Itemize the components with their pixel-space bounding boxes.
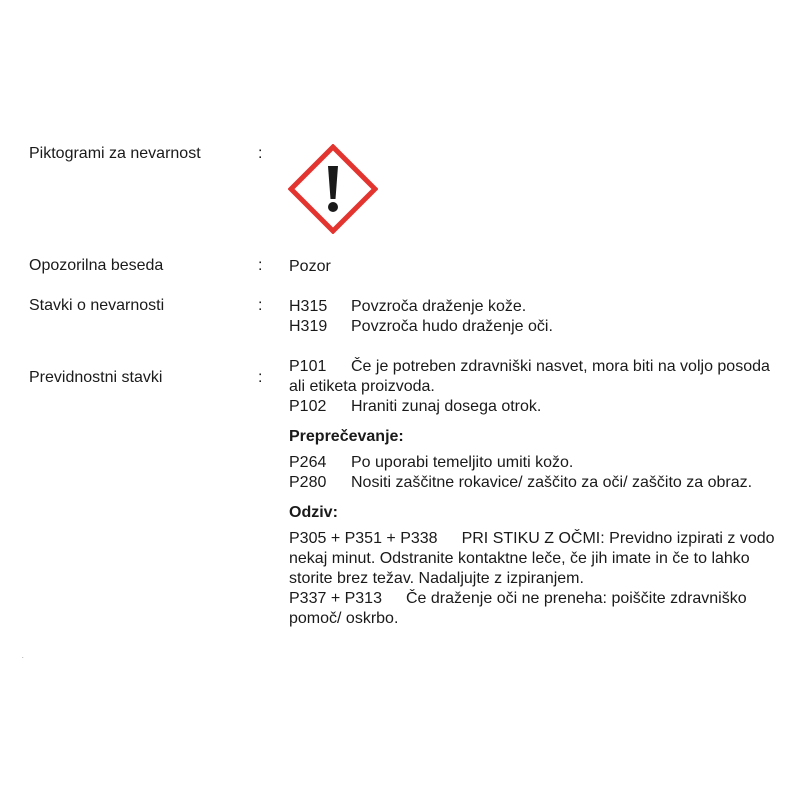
hazard-statements	[289, 297, 789, 337]
hazard-statement	[289, 317, 789, 337]
precaution-statements	[289, 357, 789, 629]
statement-text: PRI STIKU Z OČMI: Previdno izpirati z vodo nekaj minut. Odstranite kontaktne leče, če jih imate in če to lahko storite brez težav. Nadaljujte z izpiranjem.	[289, 530, 775, 587]
statement-text: Povzroča hudo draženje oči.	[351, 318, 553, 335]
statement-text: Hraniti zunaj dosega otrok.	[351, 398, 542, 415]
stray-mark: .	[22, 654, 24, 660]
signal-word-value: Pozor	[289, 258, 331, 275]
exclamation-dot	[328, 202, 338, 212]
statement-text: Če je potreben zdravniški nasvet, mora biti na voljo posoda ali etiketa proizvoda.	[289, 358, 770, 395]
precaution-statement	[289, 589, 789, 629]
statement-code: P337 + P313	[289, 590, 382, 607]
prevention-heading: Preprečevanje:	[289, 428, 404, 445]
statement-code: H315	[289, 298, 328, 315]
precaution-statement	[289, 473, 789, 493]
statement-text: Po uporabi temeljito umiti kožo.	[351, 454, 574, 471]
precaution-statement	[289, 397, 789, 417]
statement-code: P101	[289, 358, 327, 375]
statement-code: P264	[289, 454, 327, 471]
hazard-statement	[289, 297, 789, 317]
response-heading: Odziv:	[289, 504, 338, 521]
hazard-colon: :	[258, 297, 263, 314]
statement-code: P280	[289, 474, 327, 491]
precaution-colon: :	[258, 369, 263, 386]
statement-text: Povzroča draženje kože.	[351, 298, 527, 315]
pictograms-label: Piktogrami za nevarnost	[29, 145, 201, 162]
statement-code: H319	[289, 318, 328, 335]
precaution-statement	[289, 529, 789, 589]
statement-code: P305 + P351 + P338	[289, 530, 438, 547]
precaution-statement	[289, 453, 789, 473]
statement-code: P102	[289, 398, 327, 415]
precaution-label: Previdnostni stavki	[29, 369, 163, 386]
hazard-label: Stavki o nevarnosti	[29, 297, 165, 314]
pictograms-colon: :	[258, 145, 263, 162]
precaution-statement	[289, 357, 789, 397]
ghs07-exclamation-mark-icon	[288, 144, 378, 234]
signal-word-label: Opozorilna beseda	[29, 257, 164, 274]
statement-text: Če draženje oči ne preneha: poiščite zdravniško pomoč/ oskrbo.	[289, 590, 747, 627]
signal-word-colon: :	[258, 257, 263, 274]
statement-text: Nositi zaščitne rokavice/ zaščito za oči/ zaščito za obraz.	[351, 474, 753, 491]
